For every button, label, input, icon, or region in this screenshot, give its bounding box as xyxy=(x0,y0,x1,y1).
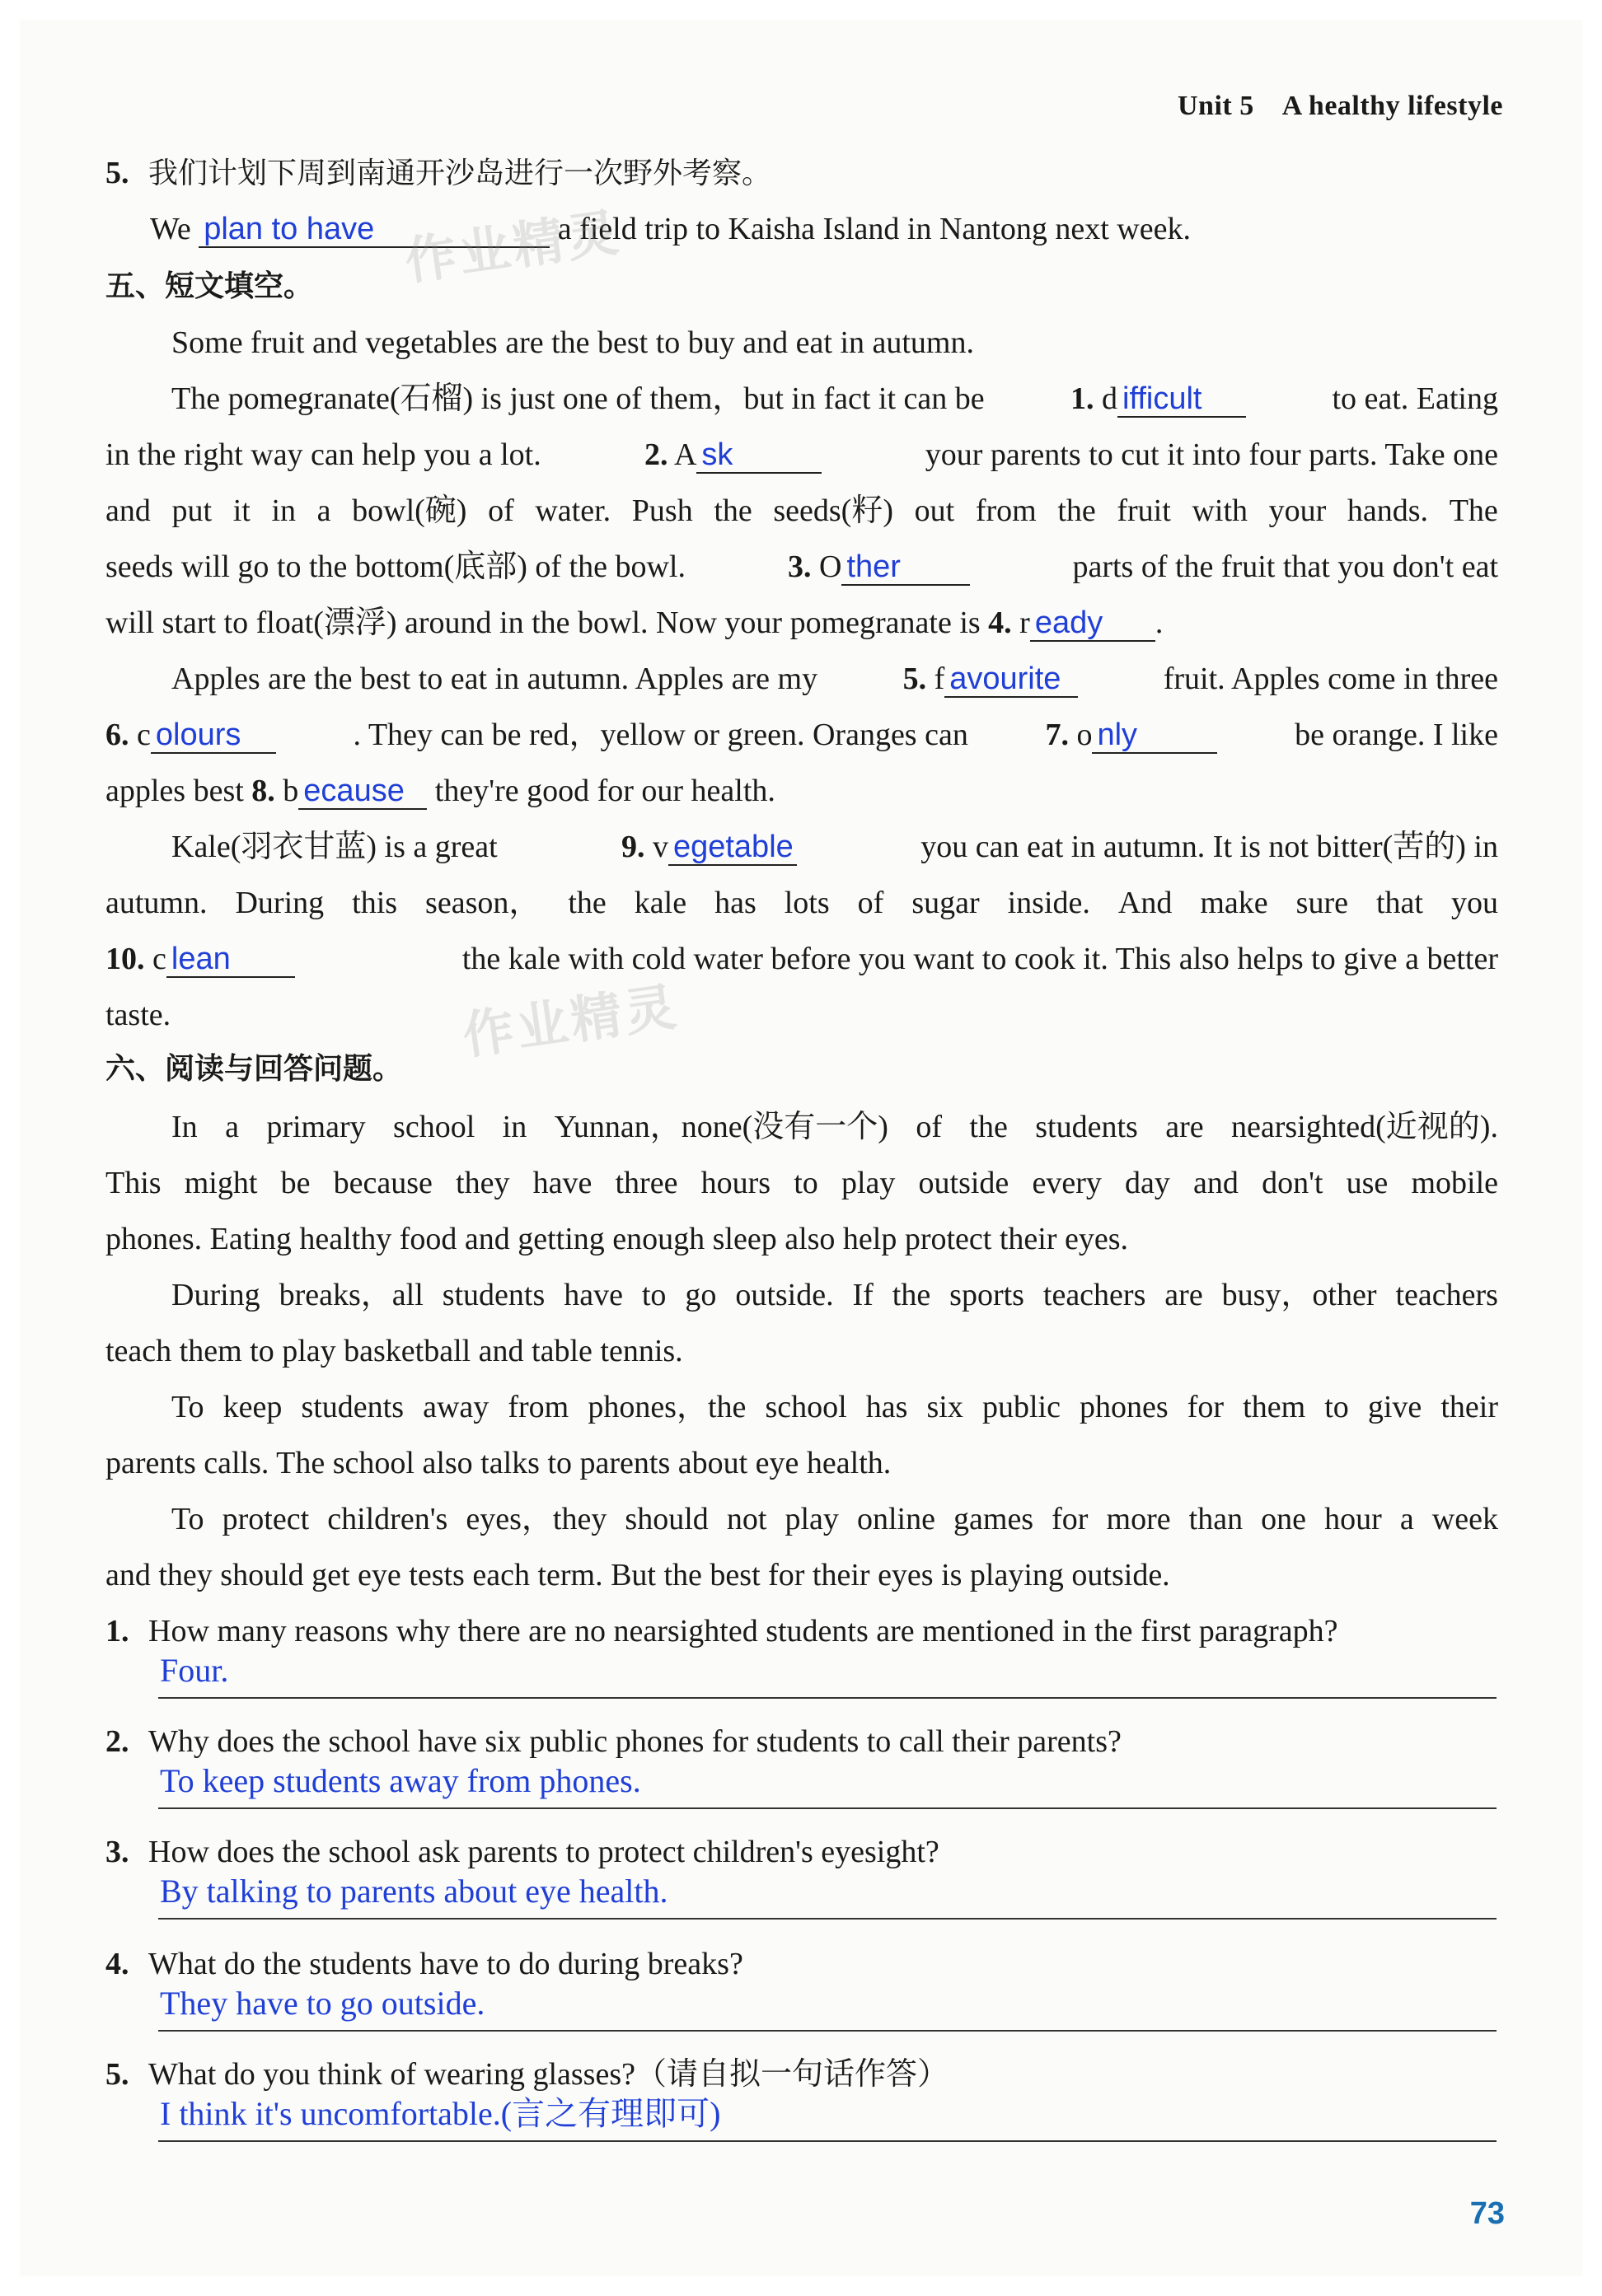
cloze-line: 10. c lean the kale with cold water before you want to cook it. This also helps to give a better xyxy=(105,942,1498,976)
cloze-line: taste. xyxy=(105,998,171,1032)
question-3: 3. How does the school ask parents to protect children's eyesight? xyxy=(105,1835,939,1869)
translation-sentence: We plan to have a field trip to Kaisha Island in Nantong next week. xyxy=(150,212,1191,246)
answer-line-2[interactable]: To keep students away from phones. xyxy=(158,1758,1497,1809)
question-5: 5. What do you think of wearing glasses?（请自拟一句话作答） xyxy=(105,2057,949,2092)
translation-question xyxy=(105,153,1498,194)
page-number: 73 xyxy=(1469,2196,1505,2231)
cloze-line: Kale(羽衣甘蓝) is a great 9. v egetable you can eat in autumn. It is not bitter(苦的) in xyxy=(171,830,1498,864)
cloze-blank-2[interactable]: sk xyxy=(696,437,822,474)
cloze-line: will start to float(漂浮) around in the bowl. Now your pomegranate is 4. r eady . xyxy=(105,606,1164,640)
passage-line: In a primary school in Yunnan，none(没有一个) of the students are nearsighted(近视的). xyxy=(171,1110,1498,1144)
unit-title: A healthy lifestyle xyxy=(1281,91,1503,121)
chinese-sentence: 我们计划下周到南通开沙岛进行一次野外考察。 xyxy=(148,157,772,190)
question-4: 4. What do the students have to do during breaks? xyxy=(105,1947,743,1981)
cloze-line: seeds will go to the bottom(底部) of the bowl. 3. O ther parts of the fruit that you don't eat xyxy=(105,549,1498,584)
cloze-blank-4[interactable]: eady xyxy=(1030,606,1155,642)
cloze-blank-1[interactable]: ifficult xyxy=(1117,381,1246,418)
question-number: 5. xyxy=(105,156,129,190)
passage-line: To keep students away from phones，the school has six public phones for them to give their xyxy=(171,1390,1498,1424)
cloze-line: 6. c olours . They can be red，yellow or green. Oranges can 7. o nly be orange. I like xyxy=(105,718,1498,752)
passage-line: and they should get eye tests each term. But the best for their eyes is playing outside. xyxy=(105,1558,1170,1592)
passage-line: To protect children's eyes，they should not play online games for more than one hour a week xyxy=(171,1502,1498,1536)
question-2: 2. Why does the school have six public phones for students to call their parents? xyxy=(105,1724,1122,1759)
section-title-reading: 六、阅读与回答问题。 xyxy=(105,1052,403,1086)
answer-line-4[interactable]: They have to go outside. xyxy=(158,1980,1497,2032)
answer-line-5[interactable]: I think it's uncomfortable.(言之有理即可) xyxy=(158,2091,1497,2142)
cloze-blank-3[interactable]: ther xyxy=(841,549,970,586)
passage-line: teach them to play basketball and table tennis. xyxy=(105,1334,683,1368)
cloze-line: Apples are the best to eat in autumn. Apples are my 5. f avourite fruit. Apples come in three xyxy=(171,662,1498,696)
passage-line: phones. Eating healthy food and getting enough sleep also help protect their eyes. xyxy=(105,1222,1128,1256)
section-title-cloze: 五、短文填空。 xyxy=(105,269,314,303)
cloze-blank-6[interactable]: olours xyxy=(151,718,276,754)
passage-line: parents calls. The school also talks to parents about eye health. xyxy=(105,1446,892,1480)
cloze-line: The pomegranate(石榴) is just one of them，but in fact it can be 1. d ifficult to eat. Eating xyxy=(171,381,1498,416)
question-1: 1. How many reasons why there are no nearsighted students are mentioned in the first paragraph? xyxy=(105,1614,1338,1648)
cloze-line: apples best 8. b ecause they're good for our health. xyxy=(105,774,775,808)
cloze-blank-7[interactable]: nly xyxy=(1092,718,1217,754)
page-header xyxy=(1178,91,1503,122)
cloze-blank-9[interactable]: egetable xyxy=(668,830,797,866)
unit-label: Unit 5 xyxy=(1178,91,1254,121)
passage-line: During breaks，all students have to go outside. If the sports teachers are busy，other teachers xyxy=(171,1278,1498,1312)
cloze-line: Some fruit and vegetables are the best to buy and eat in autumn. xyxy=(171,325,974,360)
answer-line-1[interactable]: Four. xyxy=(158,1648,1497,1699)
cloze-line: autumn. During this season， the kale has lots of sugar inside. And make sure that you xyxy=(105,886,1498,920)
watermark: 作业精灵 xyxy=(400,201,625,292)
cloze-line: in the right way can help you a lot. 2. A sk your parents to cut it into four parts. Take one xyxy=(105,437,1498,472)
passage-line: This might be because they have three hours to play outside every day and don't use mobile xyxy=(105,1166,1498,1200)
cloze-blank-10[interactable]: lean xyxy=(166,942,295,978)
cloze-line: and put it in a bowl(碗) of water. Push the seeds(籽) out from the fruit with your hands. The xyxy=(105,493,1498,528)
watermark: 作业精灵 xyxy=(458,975,683,1066)
answer-blank[interactable]: plan to have xyxy=(199,212,550,248)
cloze-blank-5[interactable]: avourite xyxy=(944,662,1078,698)
answer-line-3[interactable]: By talking to parents about eye health. xyxy=(158,1868,1497,1920)
cloze-blank-8[interactable]: ecause xyxy=(298,774,427,810)
